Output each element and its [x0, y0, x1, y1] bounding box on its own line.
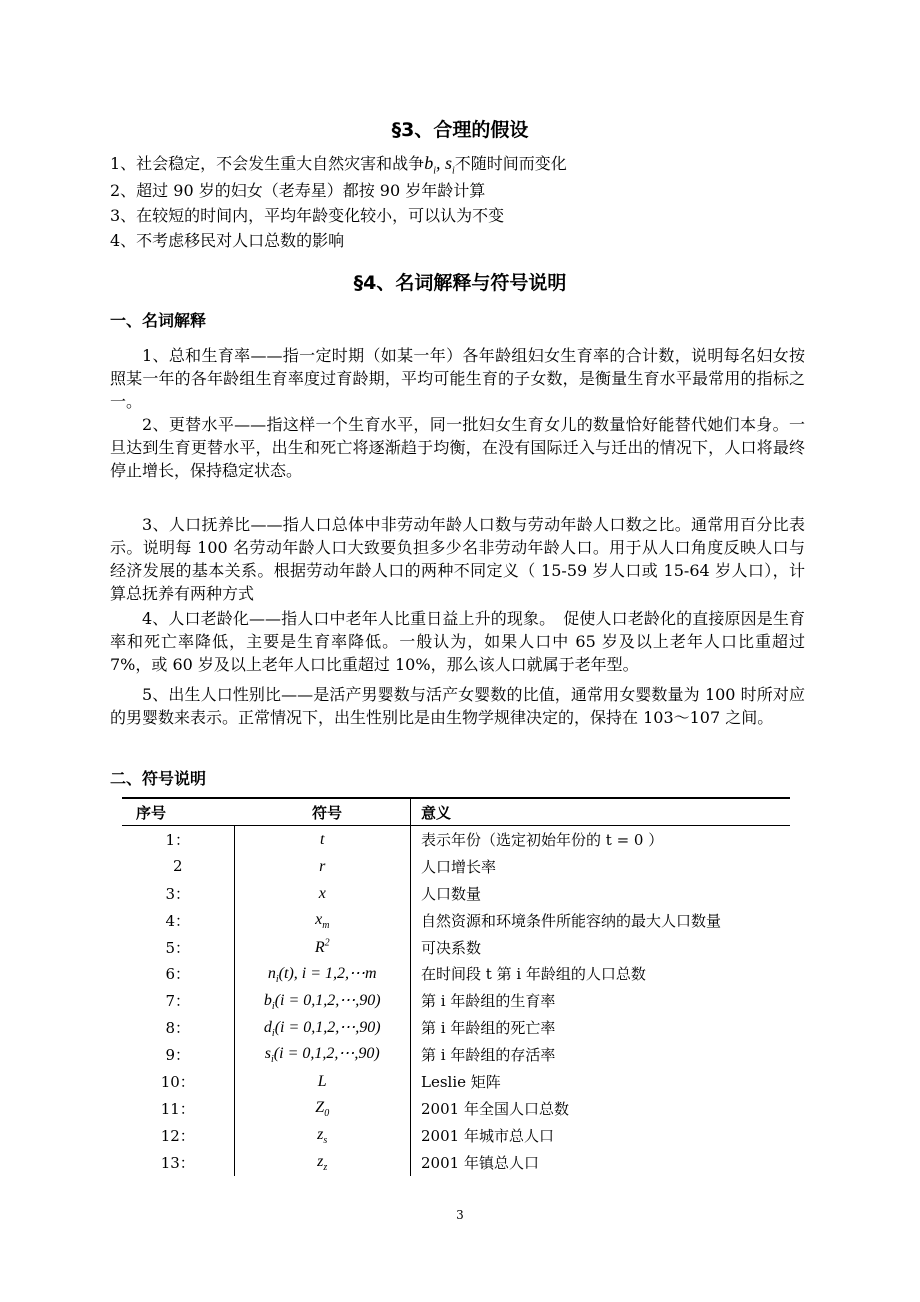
assumption-text: 3、在较短的时间内，平均年龄变化较小，可以认为不变: [110, 206, 505, 225]
row-number: 8：: [165, 1019, 191, 1038]
row-number: 7：: [165, 992, 191, 1011]
term-paragraph: 4、人口老龄化——指人口中老年人比重日益上升的现象。 促使人口老龄化的直接原因是生育率和死亡率降低，主要是生育率降低。一般认为，如果人口中 65 岁及以上老年人口比重超过 7%，或 60 岁及以上老年人口比重超过 10%，那么该人口就属于老年型。: [110, 609, 805, 674]
row-meaning: 第 i 年龄组的死亡率: [421, 1019, 556, 1038]
table-row: [122, 1149, 790, 1176]
table-row: [122, 960, 790, 987]
table-row: [122, 934, 790, 961]
row-symbol: x: [234, 880, 411, 907]
section4-title: §4、名词解释与符号说明: [353, 272, 567, 294]
terms-heading: 一、名词解释: [110, 311, 207, 330]
row-meaning: 第 i 年龄组的生育率: [421, 992, 556, 1011]
table-row: [122, 1095, 790, 1122]
table-row: [122, 1014, 790, 1041]
row-symbol: $z_s$: [234, 1122, 411, 1149]
term-paragraph: 2、更替水平——指这样一个生育水平，同一批妇女生育女儿的数量恰好能替代她们本身。一旦达到生育更替水平，出生和死亡将逐渐趋于均衡，在没有国际迁入与迁出的情况下，人口将最终停止增长，保持稳定状态。: [110, 415, 805, 480]
row-symbol: $R^2$: [234, 934, 411, 961]
row-symbol: L: [234, 1068, 411, 1095]
table-row: [122, 853, 790, 880]
row-meaning: 表示年份（选定初始年份的 t = 0 ）: [421, 830, 664, 849]
row-meaning: 第 i 年龄组的存活率: [421, 1046, 556, 1065]
table-row: [122, 1041, 790, 1068]
row-symbol: $n_i(t)$, i = 1,2,⋯m: [234, 960, 411, 987]
assumption-item: [110, 180, 485, 202]
row-number: 12：: [160, 1126, 195, 1145]
symbol-table: [122, 797, 790, 1176]
page-number: 3: [456, 1208, 464, 1222]
row-meaning: 可决系数: [421, 938, 482, 957]
row-symbol: $s_i(i$ = 0,1,2,⋯,90): [234, 1041, 411, 1068]
column-header: 序号: [122, 798, 234, 826]
assumption-item: [110, 205, 504, 227]
row-number: 9：: [165, 1046, 191, 1065]
row-meaning: Leslie 矩阵: [421, 1072, 501, 1091]
assumption-item: [110, 230, 344, 252]
row-symbol: $z_z$: [234, 1149, 411, 1176]
row-symbol: r: [234, 853, 411, 880]
row-symbol: t: [234, 826, 411, 853]
row-symbol: $Z_0$: [234, 1095, 411, 1122]
row-symbol: $x_m$: [234, 907, 411, 934]
assumption-text: 不随时间而变化: [454, 154, 567, 173]
column-header: 意义: [411, 798, 791, 826]
assumption-text: 2、超过 90 岁的妇女（老寿星）都按 90 岁年龄计算: [110, 181, 486, 200]
row-number: 11：: [160, 1099, 195, 1118]
row-number: 6：: [165, 965, 191, 984]
row-number: 1：: [165, 830, 191, 849]
table-row: [122, 1122, 790, 1149]
row-symbol: $b_i(i$ = 0,1,2,⋯,90): [234, 987, 411, 1014]
row-meaning: 自然资源和环境条件所能容纳的最大人口数量: [421, 911, 722, 930]
table-row: [122, 826, 790, 853]
row-meaning: 2001 年城市总人口: [421, 1126, 554, 1145]
row-symbol: $d_i(i$ = 0,1,2,⋯,90): [234, 1014, 411, 1041]
row-meaning: 人口数量: [421, 884, 482, 903]
row-number: 4：: [165, 911, 191, 930]
assumption-math: $b_i$, $s_i$: [424, 153, 455, 177]
table-row: [122, 1068, 790, 1095]
row-number: 10：: [160, 1072, 195, 1091]
symbol-table-body: [122, 826, 790, 1176]
table-row: [122, 907, 790, 934]
row-meaning: 人口增长率: [421, 857, 497, 876]
table-header-row: [122, 798, 790, 826]
term-paragraph: 1、总和生育率——指一定时期（如某一年）各年龄组妇女生育率的合计数，说明每名妇女按照某一年的各年龄组生育率度过育龄期，平均可能生育的子女数，是衡量生育水平最常用的指标之一。: [110, 346, 805, 411]
table-row: [122, 987, 790, 1014]
symbols-heading: 二、符号说明: [110, 769, 207, 788]
row-number: 2: [172, 857, 183, 876]
row-meaning: 2001 年全国人口总数: [421, 1099, 569, 1118]
assumption-text: 1、社会稳定，不会发生重大自然灾害和战争: [110, 154, 425, 173]
term-paragraph: 5、出生人口性别比——是活产男婴数与活产女婴数的比值，通常用女婴数量为 100 时所对应的男婴数来表示。正常情况下，出生性别比是由生物学规律决定的，保持在 103～107 之间。: [110, 685, 805, 727]
assumption-item: [110, 152, 567, 183]
row-number: 5：: [165, 938, 191, 957]
row-meaning: 2001 年镇总人口: [421, 1153, 539, 1172]
column-header: 符号: [234, 798, 411, 826]
row-number: 3：: [165, 884, 191, 903]
term-paragraph: 3、人口抚养比——指人口总体中非劳动年龄人口数与劳动年龄人口数之比。通常用百分比表示。说明每 100 名劳动年龄人口大致要负担多少名非劳动年龄人口。用于从人口角度反映人口与经济发展的基本关系。根据劳动年龄人口的两种不同定义（ 15-59 岁人口或 15-64 岁人口），计算总抚养有两种方式: [110, 515, 805, 603]
section3-title: §3、合理的假设: [391, 119, 529, 141]
assumption-text: 4、不考虑移民对人口总数的影响: [110, 231, 345, 250]
table-row: [122, 880, 790, 907]
row-meaning: 在时间段 t 第 i 年龄组的人口总数: [421, 965, 646, 984]
row-number: 13：: [160, 1153, 195, 1172]
